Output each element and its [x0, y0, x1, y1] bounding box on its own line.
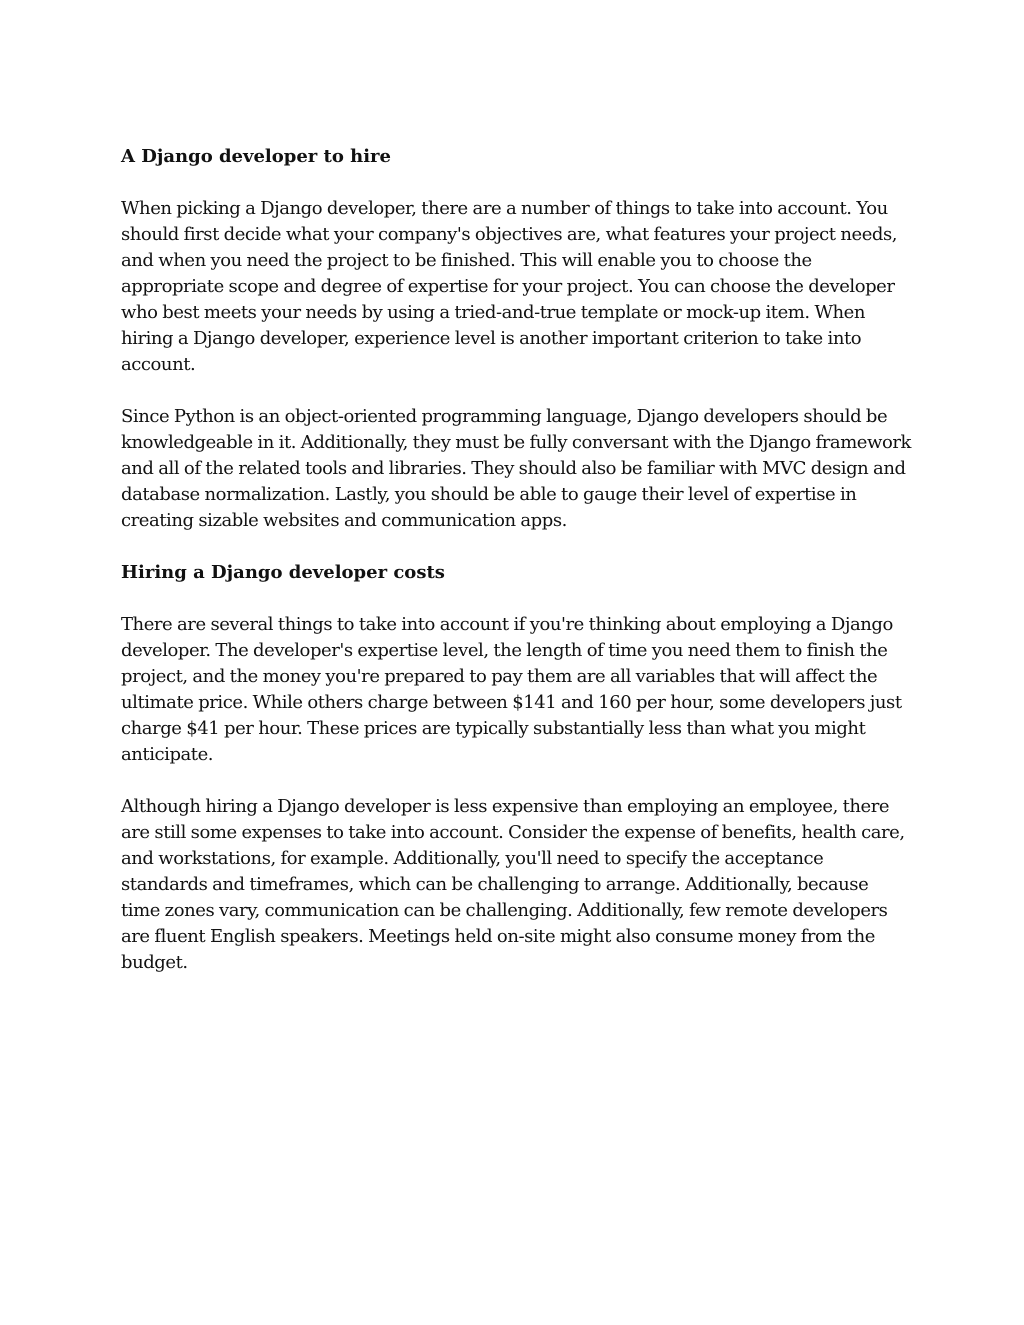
paragraph-choosing-developer: When picking a Django developer, there are a number of things to take into account. You should first decide what your company's objectives are, what features your project needs, and when you need the project to be finished. This will enable you to choose the appropriate scope and degree of expertise for your project. You can choose the developer who best meets your needs by using a tried-and-true template or mock-up item. When hiring a Django developer, experience level is another important criterion to take into account. [121, 198, 898, 375]
paragraph-expenses: Although hiring a Django developer is less expensive than employing an employee, there are still some expenses to take into account. Consider the expense of benefits, health care, and workstations, for example. Additionally, you'll need to specify the acceptance standards and timeframes, which can be challenging to arrange. Additionally, because time zones vary, communication can be challenging. Additionally, few remote developers are fluent English speakers. Meetings held on-site might also consume money from the budget. [121, 796, 905, 973]
section-heading-hire: A Django developer to hire [121, 146, 391, 167]
paragraph-cost-factors: There are several things to take into account if you're thinking about employing a Django developer. The developer's expertise level, the length of time you need them to finish the project, and the money you're prepared to pay them are all variables that will affect the ultimate price. While others charge between $141 and 160 per hour, some developers just charge $41 per hour. These prices are typically substantially less than what you might anticipate. [121, 614, 902, 765]
document-body [121, 144, 911, 1002]
paragraph-python-skills: Since Python is an object-oriented programming language, Django developers should be knowledgeable in it. Additionally, they must be fully conversant with the Django framework and all of the related tools and libraries. They should also be familiar with MVC design and database normalization. Lastly, you should be able to gauge their level of expertise in creating sizable websites and communication apps. [121, 406, 911, 531]
section-heading-costs: Hiring a Django developer costs [121, 562, 445, 583]
